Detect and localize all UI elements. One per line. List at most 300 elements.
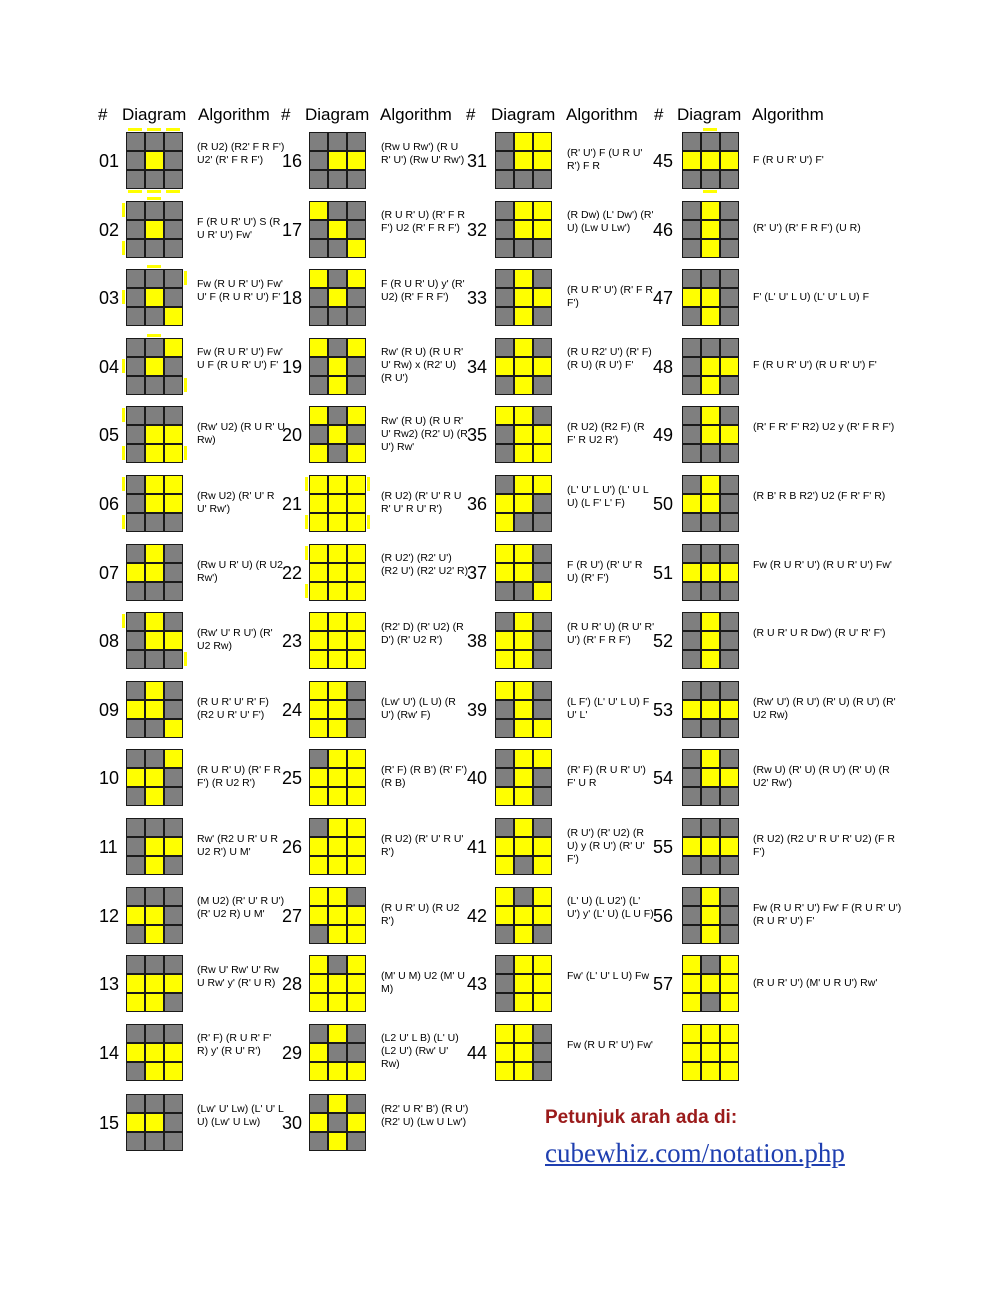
gray-sticker [126,544,145,563]
yellow-sticker [533,955,552,974]
oll-diagram [124,679,184,739]
gray-sticker [145,170,164,189]
gray-sticker [495,288,514,307]
yellow-sticker [126,1113,145,1132]
yellow-sticker [514,925,533,944]
yellow-sticker [328,1094,347,1113]
gray-sticker [347,700,366,719]
yellow-sticker [126,700,145,719]
top-face-grid [126,749,183,806]
yellow-sticker [328,376,347,395]
yellow-sticker [533,974,552,993]
yellow-sticker [309,681,328,700]
yellow-sticker [514,357,533,376]
gray-sticker [347,357,366,376]
gray-sticker [164,376,183,395]
gray-sticker [309,239,328,258]
yellow-sticker [533,288,552,307]
yellow-sticker [514,1043,533,1062]
gray-sticker [495,955,514,974]
yellow-sticker [126,993,145,1012]
yellow-sticker [720,974,739,993]
yellow-sticker [309,906,328,925]
side-sticker-right [184,378,187,392]
gray-sticker [145,955,164,974]
gray-sticker [682,749,701,768]
yellow-sticker [145,475,164,494]
gray-sticker [682,269,701,288]
gray-sticker [145,1094,164,1113]
yellow-sticker [514,837,533,856]
oll-diagram [124,1092,184,1152]
yellow-sticker [514,818,533,837]
case-algorithm: (R U R2' U') (R' F) (R U) (R U') F' [567,346,652,372]
gray-sticker [126,612,145,631]
oll-diagram [493,267,553,327]
gray-sticker [309,151,328,170]
oll-diagram [307,1022,367,1082]
case-number: 02 [99,219,120,240]
yellow-sticker [145,612,164,631]
yellow-sticker [495,837,514,856]
yellow-sticker [533,475,552,494]
yellow-sticker [495,513,514,532]
gray-sticker [682,406,701,425]
case-number: 44 [467,1042,488,1063]
yellow-sticker [682,837,701,856]
oll-diagram [124,953,184,1013]
yellow-sticker [164,719,183,738]
top-face-grid [495,612,552,669]
yellow-sticker [495,544,514,563]
gray-sticker [533,631,552,650]
gray-sticker [126,818,145,837]
yellow-sticker [701,749,720,768]
header-num-col2: # [281,105,291,124]
top-face-grid [495,338,552,395]
top-face-grid [126,818,183,875]
yellow-sticker [495,887,514,906]
top-face-grid [126,1094,183,1151]
gray-sticker [682,201,701,220]
yellow-sticker [164,974,183,993]
case-algorithm: (R U R' U) (R' F R F') U2 (R' F R F') [381,209,465,235]
top-face-grid [495,201,552,258]
yellow-sticker [533,749,552,768]
gray-sticker [347,220,366,239]
yellow-sticker [495,650,514,669]
gray-sticker [347,170,366,189]
case-number: 41 [467,837,488,857]
gray-sticker [328,955,347,974]
top-face-grid [495,749,552,806]
yellow-sticker [347,925,366,944]
case-number: 03 [99,288,120,309]
yellow-sticker [701,700,720,719]
case-number: 39 [467,699,488,720]
case-algorithm: (R U2') (R2' U') (R2 U') (R2' U2' R) [381,552,469,578]
yellow-sticker [495,1043,514,1062]
top-face-grid [682,818,739,875]
case-number: 37 [467,562,488,583]
gray-sticker [720,631,739,650]
gray-sticker [514,513,533,532]
yellow-sticker [495,856,514,875]
top-face-grid [126,887,183,944]
gray-sticker [145,1024,164,1043]
side-sticker-top [128,128,142,131]
case-algorithm: F (R U R' U') F' [753,153,824,166]
gray-sticker [701,856,720,875]
header-diagram-col2: Diagram [305,105,370,124]
top-face-grid [495,681,552,738]
yellow-sticker [328,1024,347,1043]
case-number: 55 [653,837,674,857]
gray-sticker [682,444,701,463]
case-number: 36 [467,494,488,514]
yellow-sticker [514,563,533,582]
yellow-sticker [328,425,347,444]
gray-sticker [309,307,328,326]
yellow-sticker [309,201,328,220]
gray-sticker [533,818,552,837]
gray-sticker [126,925,145,944]
gray-sticker [347,1024,366,1043]
yellow-sticker [347,1113,366,1132]
top-face-grid [682,749,739,806]
yellow-sticker [145,544,164,563]
gray-sticker [495,974,514,993]
case-number: 40 [467,768,488,789]
gray-sticker [720,132,739,151]
side-sticker-right [184,446,187,460]
gray-sticker [164,201,183,220]
gray-sticker [495,719,514,738]
gray-sticker [682,856,701,875]
gray-sticker [720,201,739,220]
yellow-sticker [495,406,514,425]
gray-sticker [126,719,145,738]
case-algorithm: (L' U) (L U2') (L' U') y' (L' U) (L U F) [567,895,654,921]
yellow-sticker [701,307,720,326]
yellow-sticker [309,444,328,463]
gray-sticker [514,856,533,875]
yellow-sticker [701,837,720,856]
side-sticker-left [122,408,125,422]
top-face-grid [126,406,183,463]
top-face-grid [495,269,552,326]
yellow-sticker [720,151,739,170]
gray-sticker [126,376,145,395]
yellow-sticker [701,906,720,925]
yellow-sticker [514,494,533,513]
case-algorithm: (Rw U R' U) (R U2 Rw') [197,558,283,584]
yellow-sticker [328,494,347,513]
gray-sticker [126,681,145,700]
side-sticker-bottom [147,190,161,193]
case-algorithm: (R U') (R' U2) (R U) y (R U') (R' U' F') [567,826,645,865]
oll-diagram [493,404,553,464]
case-number: 46 [653,219,674,240]
yellow-sticker [514,376,533,395]
gray-sticker [164,357,183,376]
gray-sticker [533,563,552,582]
top-face-grid [309,475,366,532]
yellow-sticker [682,151,701,170]
gray-sticker [145,406,164,425]
yellow-sticker [495,357,514,376]
yellow-sticker [328,1132,347,1151]
case-number: 01 [99,151,120,171]
yellow-sticker [701,494,720,513]
yellow-sticker [514,700,533,719]
gray-sticker [533,768,552,787]
oll-diagram [493,199,553,259]
gray-sticker [145,376,164,395]
case-algorithm: F (R U R' U') S (R U R' U') Fw' [197,215,281,241]
gray-sticker [495,269,514,288]
gray-sticker [720,650,739,669]
header-diagram-col1: Diagram [122,105,187,124]
yellow-sticker [145,974,164,993]
gray-sticker [164,1094,183,1113]
gray-sticker [126,357,145,376]
case-algorithm: (M U2) (R' U' R U') (R' U2 R) U M' [197,895,285,921]
gray-sticker [164,887,183,906]
yellow-sticker [701,768,720,787]
side-sticker-top [166,128,180,131]
yellow-sticker [328,563,347,582]
case-algorithm: (L F') (L' U' L U) F U' L' [567,695,650,721]
yellow-sticker [309,700,328,719]
yellow-sticker [145,681,164,700]
case-algorithm: (R U2) (R' U' R U R' U' R U' R') [381,490,462,515]
yellow-sticker [145,837,164,856]
gray-sticker [701,444,720,463]
yellow-sticker [328,681,347,700]
gray-sticker [682,818,701,837]
top-face-grid [682,406,739,463]
case-algorithm: (Lw' U' Lw) (L' U' L U) (Lw' U Lw) [197,1102,284,1128]
gray-sticker [164,955,183,974]
gray-sticker [682,357,701,376]
yellow-sticker [533,719,552,738]
gray-sticker [682,544,701,563]
gray-sticker [533,925,552,944]
case-algorithm: (R' U') F (U R U' R') F R [567,147,643,172]
yellow-sticker [495,563,514,582]
yellow-sticker [495,494,514,513]
gray-sticker [720,494,739,513]
case-number: 32 [467,219,488,240]
side-sticker-left [305,477,308,491]
case-algorithm: (Rw U Rw') (R U R' U') (Rw U' Rw') [381,140,465,166]
yellow-sticker [701,475,720,494]
yellow-sticker [164,631,183,650]
yellow-sticker [682,955,701,974]
gray-sticker [164,906,183,925]
yellow-sticker [701,612,720,631]
oll-diagram [680,404,740,464]
yellow-sticker [701,631,720,650]
case-number: 11 [99,837,118,857]
side-sticker-right [367,477,370,491]
gray-sticker [495,307,514,326]
oll-diagram [307,953,367,1013]
gray-sticker [164,818,183,837]
gray-sticker [682,906,701,925]
yellow-sticker [328,749,347,768]
yellow-sticker [126,768,145,787]
gray-sticker [720,338,739,357]
yellow-sticker [164,307,183,326]
case-number: 48 [653,356,674,377]
case-algorithm: Fw (R U R' U') Fw' [567,1038,653,1051]
side-sticker-left [305,584,308,598]
gray-sticker [126,132,145,151]
yellow-sticker [145,494,164,513]
oll-diagram [680,953,740,1013]
gray-sticker [682,425,701,444]
gray-sticker [701,338,720,357]
gray-sticker [533,376,552,395]
case-number: 42 [467,905,488,926]
notation-link[interactable]: cubewhiz.com/notation.php [545,1138,845,1168]
gray-sticker [701,513,720,532]
oll-diagram [124,199,184,259]
yellow-sticker [701,376,720,395]
yellow-sticker [514,132,533,151]
top-face-grid [682,887,739,944]
yellow-sticker [328,787,347,806]
gray-sticker [309,132,328,151]
oll-diagram [307,267,367,327]
oll-diagram [493,747,553,807]
oll-diagram [124,747,184,807]
case-number: 25 [282,768,303,789]
header-algorithm-col2: Algorithm [380,105,452,124]
case-algorithm: F (R U R' U) y' (R' U2) (R' F R F') [381,277,465,303]
gray-sticker [682,513,701,532]
case-number: 52 [653,631,674,652]
case-number: 54 [653,768,674,789]
yellow-sticker [682,1062,701,1081]
yellow-sticker [682,494,701,513]
case-number: 31 [467,151,488,171]
yellow-sticker [328,220,347,239]
yellow-sticker [164,494,183,513]
yellow-sticker [328,974,347,993]
yellow-sticker [145,856,164,875]
side-sticker-top [147,265,161,268]
gray-sticker [347,376,366,395]
top-face-grid [309,132,366,189]
gray-sticker [309,1024,328,1043]
gray-sticker [347,307,366,326]
yellow-sticker [514,220,533,239]
case-algorithm: (R' F R' F' R2) U2 y (R' F R F') [753,421,895,434]
yellow-sticker [514,151,533,170]
oll-diagram [493,679,553,739]
gray-sticker [164,582,183,601]
yellow-sticker [495,787,514,806]
gray-sticker [164,681,183,700]
case-algorithm: (L' U' L U') (L' U L U) (L F' L' F) [567,483,649,509]
case-number: 08 [99,631,120,652]
oll-diagram [124,473,184,533]
yellow-sticker [347,818,366,837]
case-algorithm: (R U2) (R2 U' R U' R' U2) (F R F') [753,833,895,858]
yellow-sticker [682,700,701,719]
oll-diagram [680,199,740,259]
gray-sticker [145,132,164,151]
gray-sticker [164,612,183,631]
yellow-sticker [701,1024,720,1043]
yellow-sticker [164,837,183,856]
yellow-sticker [514,288,533,307]
case-number: 07 [99,562,120,583]
header-num-col4: # [654,105,664,124]
yellow-sticker [328,582,347,601]
case-number: 13 [99,974,120,995]
gray-sticker [533,787,552,806]
yellow-sticker [145,1062,164,1081]
top-face-grid [309,406,366,463]
gray-sticker [720,887,739,906]
yellow-sticker [720,1062,739,1081]
yellow-sticker [309,1043,328,1062]
gray-sticker [533,239,552,258]
case-algorithm: (L2 U' L B) (L' U) (L2 U') (Rw' U' Rw) [381,1032,459,1071]
case-number: 17 [282,219,303,240]
yellow-sticker [145,631,164,650]
gray-sticker [701,170,720,189]
top-face-grid [126,1024,183,1081]
gray-sticker [720,376,739,395]
top-face-grid [126,612,183,669]
gray-sticker [164,269,183,288]
yellow-sticker [495,1062,514,1081]
yellow-sticker [328,818,347,837]
yellow-sticker [533,444,552,463]
case-number: 53 [653,699,674,720]
case-number: 29 [282,1042,303,1063]
gray-sticker [720,544,739,563]
yellow-sticker [328,1062,347,1081]
gray-sticker [328,201,347,220]
gray-sticker [164,1024,183,1043]
yellow-sticker [126,906,145,925]
gray-sticker [720,239,739,258]
case-algorithm: (R U R' U') (M' U R U') Rw' [753,976,878,989]
yellow-sticker [309,1062,328,1081]
yellow-sticker [309,787,328,806]
top-face-grid [682,132,739,189]
gray-sticker [682,338,701,357]
yellow-sticker [720,700,739,719]
gray-sticker [701,582,720,601]
case-number: 24 [282,699,303,720]
yellow-sticker [309,513,328,532]
top-face-grid [495,475,552,532]
case-algorithm: (R U R' U) (R U2 R') [381,901,460,927]
gray-sticker [701,818,720,837]
yellow-sticker [309,612,328,631]
case-algorithm: (R U R' U') (R' F R F') [567,284,653,310]
case-algorithm: (R U R' U) (R' F R F') (R U2 R') [197,764,281,790]
gray-sticker [495,818,514,837]
case-algorithm: (Rw' U2) (R U R' U Rw) [197,421,286,447]
